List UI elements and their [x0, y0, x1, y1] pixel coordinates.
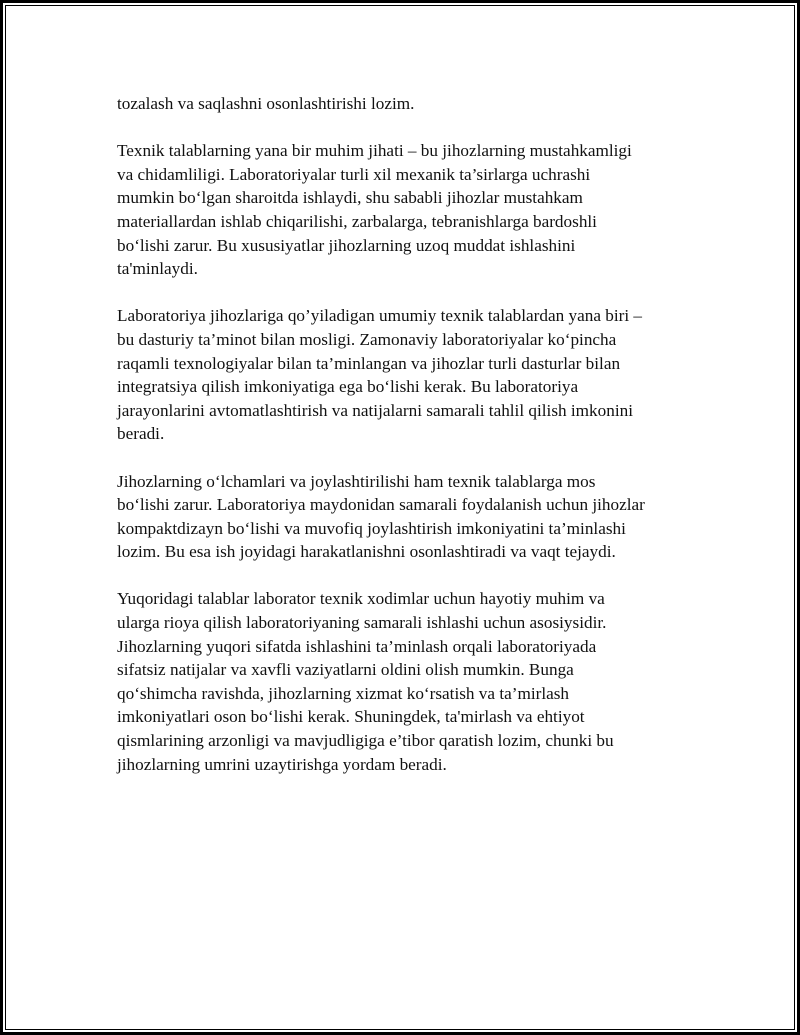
text-line: qo‘shimcha ravishda, jihozlarning xizmat ko‘rsatish va ta’mirlash — [117, 683, 570, 703]
text-line: Texnik talablarning yana bir muhim jihati – bu jihozlarning mustahkamligi — [117, 141, 632, 161]
text-line: ta'minlaydi. — [117, 259, 198, 279]
text-line: jarayonlarini avtomatlashtirish va natijalarni samarali tahlil qilish imkonini — [117, 400, 633, 420]
text-line: Jihozlarning yuqori sifatda ishlashini ta’minlash orqali laboratoriyada — [117, 636, 597, 656]
text-line: lozim. Bu esa ish joyidagi harakatlanishni osonlashtiradi va vaqt tejaydi. — [117, 542, 616, 562]
text-line: raqamli texnologiyalar bilan ta’minlangan va jihozlar turli dasturlar bilan — [117, 353, 621, 373]
text-line: materiallardan ishlab chiqarilishi, zarbalarga, tebranishlarga bardoshli — [117, 211, 597, 231]
text-line: ularga rioya qilish laboratoriyaning samarali ishlashi uchun asosiysidir. — [117, 613, 607, 633]
text-line: mumkin bo‘lgan sharoitda ishlaydi, shu sababli jihozlar mustahkam — [117, 188, 583, 208]
text-line: bo‘lishi zarur. Laboratoriya maydonidan samarali foydalanish uchun jihozlar — [117, 495, 645, 515]
paragraph-4 — [117, 470, 697, 564]
paragraph-1 — [117, 92, 697, 116]
text-line: sifatsiz natijalar va xavfli vaziyatlarni oldini olish mumkin. Bunga — [117, 660, 574, 680]
text-line: bu dasturiy ta’minot bilan mosligi. Zamonaviy laboratoriyalar ko‘pincha — [117, 329, 617, 349]
paragraph-2 — [117, 139, 697, 281]
text-line: va chidamliligi. Laboratoriyalar turli xil mexanik ta’sirlarga uchrashi — [117, 164, 591, 184]
paragraph-3 — [117, 304, 697, 446]
text-line: Yuqoridagi talablar laborator texnik xodimlar uchun hayotiy muhim va — [117, 589, 605, 609]
text-line: tozalash va saqlashni osonlashtirishi lozim. — [117, 94, 415, 113]
text-line: beradi. — [117, 424, 165, 444]
text-line: kompaktdizayn bo‘lishi va muvofiq joylashtirish imkoniyatini ta’minlashi — [117, 518, 626, 538]
text-line: bo‘lishi zarur. Bu xususiyatlar jihozlarning uzoq muddat ishlashini — [117, 235, 576, 255]
text-line: integratsiya qilish imkoniyatiga ega bo‘lishi kerak. Bu laboratoriya — [117, 377, 579, 397]
paragraph-5 — [117, 587, 697, 776]
document-body — [117, 92, 697, 800]
text-line: Laboratoriya jihozlariga qo’yiladigan umumiy texnik talablardan yana biri – — [117, 306, 642, 326]
text-line: Jihozlarning o‘lchamlari va joylashtirilishi ham texnik talablarga mos — [117, 471, 596, 491]
text-line: qismlarining arzonligi va mavjudligiga e’tibor qaratish lozim, chunki bu — [117, 731, 614, 751]
text-line: jihozlarning umrini uzaytirishga yordam beradi. — [117, 754, 447, 774]
text-line: imkoniyatlari oson bo‘lishi kerak. Shuningdek, ta'mirlash va ehtiyot — [117, 707, 585, 727]
